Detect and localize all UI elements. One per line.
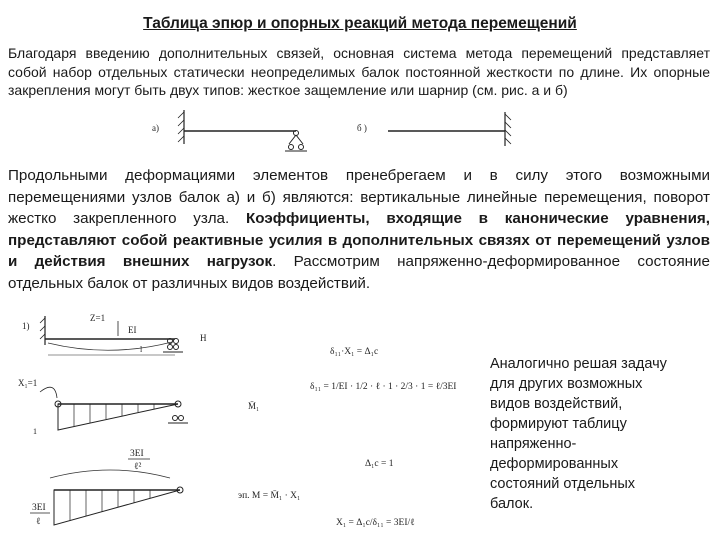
body-part-1: Продольными деформациями элементов пренебрегаем и в силу этого возможными перемещениями узлов балок а) и б) являются: вертикальные линейные перемещения, поворот жестко закрепленного узла. — [8, 167, 710, 227]
m1-label: M̄₁ — [248, 401, 260, 411]
moment-label: 3EI — [130, 449, 144, 459]
unit-label: 1 — [33, 427, 37, 436]
side-line: деформированных — [490, 456, 619, 472]
fig-b-label: б ) — [357, 123, 367, 133]
beam-diagram-case-1 — [18, 313, 456, 528]
h-label: Н — [200, 333, 207, 343]
side-line: напряженно- — [490, 436, 577, 452]
side-line: видов воздействий, — [490, 396, 623, 412]
length-label: l — [140, 345, 143, 354]
body-bold: Коэффициенты, входящие в канонические уравнения, представляют собой реактивные усилия в дополнительных связях от перемещений узлов и действия внешних нагрузок — [8, 210, 710, 270]
fig-a-label: а) — [152, 123, 159, 133]
formula-1: δ₁₁·X₁ = Δ₁c — [330, 347, 379, 357]
end-label: 3EI — [32, 503, 46, 513]
beam-figure-a — [152, 110, 307, 151]
intro-paragraph: Благодаря введению дополнительных связей, основная система метода перемещений представляет собой набор отдельных статически неопределимых балок постоянной жесткости по длине. Их опорные закрепления могут быть двух типов: жесткое защемление или шарнир (см. рис. а и б) — [8, 45, 710, 98]
side-line: Аналогично решая задачу — [490, 356, 667, 372]
z-label: Z=1 — [90, 313, 106, 323]
formula-5: X₁ = Δ₁c/δ₁₁ = 3EI/ℓ — [336, 518, 415, 528]
body-paragraph — [8, 165, 710, 294]
side-line: для других возможных — [490, 376, 643, 392]
x1-label: X₁=1 — [18, 378, 38, 388]
formula-2: δ₁₁ = 1/EI · 1/2 · ℓ · 1 · 2/3 · 1 = ℓ/3EI — [310, 382, 457, 392]
side-line: формируют таблицу — [490, 416, 627, 432]
body-part-2: . Рассмотрим напряженно-деформированное состояние отдельных балок от различных видов воздействий. — [8, 253, 710, 292]
side-line: состояний отдельных — [490, 476, 635, 492]
side-line: балок. — [490, 496, 534, 512]
moment-den: ℓ² — [134, 462, 142, 472]
beam-figure-b — [357, 112, 511, 146]
case-label: 1) — [22, 321, 30, 331]
end-den: ℓ — [36, 517, 41, 527]
side-text — [490, 354, 710, 514]
ei-label: EI — [128, 325, 137, 335]
formula-4: эп. M = M̄₁ · X₁ — [238, 491, 301, 501]
formula-3: Δ₁c = 1 — [365, 459, 394, 469]
page-title: Таблица эпюр и опорных реакций метода перемещений — [143, 15, 577, 32]
